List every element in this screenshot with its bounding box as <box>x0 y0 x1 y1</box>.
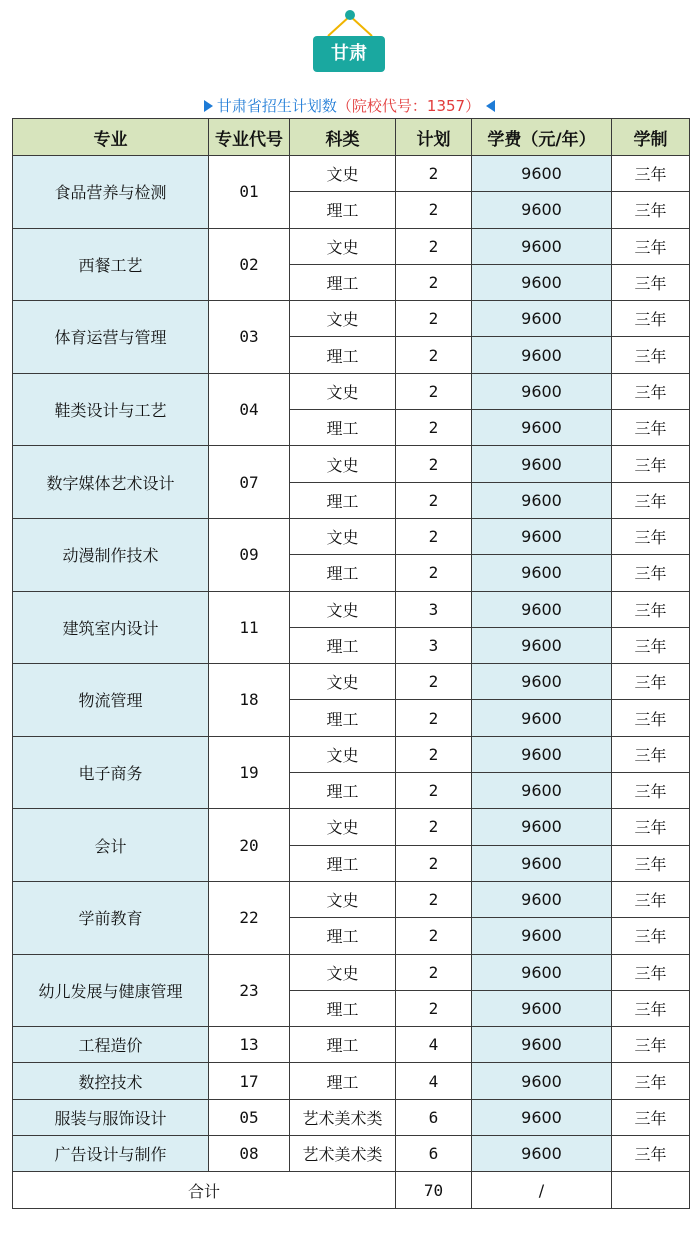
category-cell: 文史 <box>290 301 396 337</box>
years-cell: 三年 <box>612 845 690 881</box>
years-cell: 三年 <box>612 446 690 482</box>
fee-cell: 9600 <box>472 664 612 700</box>
fee-cell: 9600 <box>472 845 612 881</box>
triangle-right-icon <box>204 100 213 112</box>
major-cell: 动漫制作技术 <box>13 518 209 591</box>
major-cell: 学前教育 <box>13 881 209 954</box>
plan-cell: 2 <box>396 664 472 700</box>
fee-cell: 9600 <box>472 373 612 409</box>
plan-cell: 3 <box>396 591 472 627</box>
years-cell: 三年 <box>612 156 690 192</box>
years-cell: 三年 <box>612 918 690 954</box>
years-cell: 三年 <box>612 192 690 228</box>
fee-cell: 9600 <box>472 228 612 264</box>
major-cell: 西餐工艺 <box>13 228 209 301</box>
category-cell: 理工 <box>290 410 396 446</box>
category-cell: 文史 <box>290 954 396 990</box>
major-cell: 数字媒体艺术设计 <box>13 446 209 519</box>
years-cell: 三年 <box>612 228 690 264</box>
major-cell: 电子商务 <box>13 736 209 809</box>
years-cell: 三年 <box>612 1136 690 1172</box>
header-category: 科类 <box>290 119 396 156</box>
plan-cell: 2 <box>396 990 472 1026</box>
table-row <box>13 228 690 264</box>
major-cell: 食品营养与检测 <box>13 156 209 229</box>
years-cell: 三年 <box>612 664 690 700</box>
fee-cell: 9600 <box>472 736 612 772</box>
category-cell: 文史 <box>290 373 396 409</box>
fee-cell: 9600 <box>472 192 612 228</box>
category-cell: 理工 <box>290 482 396 518</box>
code-cell: 05 <box>209 1099 290 1135</box>
table-header-row <box>13 119 690 156</box>
category-cell: 理工 <box>290 918 396 954</box>
major-cell: 建筑室内设计 <box>13 591 209 664</box>
total-fee: / <box>472 1172 612 1209</box>
triangle-left-icon <box>486 100 495 112</box>
category-cell: 理工 <box>290 845 396 881</box>
category-cell: 文史 <box>290 228 396 264</box>
plan-cell: 2 <box>396 918 472 954</box>
code-cell: 20 <box>209 809 290 882</box>
plan-cell: 2 <box>396 228 472 264</box>
code-cell: 17 <box>209 1063 290 1099</box>
fee-cell: 9600 <box>472 700 612 736</box>
title-text: 甘肃省招生计划数 <box>216 97 337 115</box>
code-cell: 18 <box>209 664 290 737</box>
category-cell: 艺术美术类 <box>290 1099 396 1135</box>
category-cell: 理工 <box>290 990 396 1026</box>
category-cell: 文史 <box>290 809 396 845</box>
major-cell: 服装与服饰设计 <box>13 1099 209 1135</box>
category-cell: 理工 <box>290 1027 396 1063</box>
fee-cell: 9600 <box>472 555 612 591</box>
code-cell: 02 <box>209 228 290 301</box>
plan-cell: 2 <box>396 373 472 409</box>
plan-cell: 2 <box>396 301 472 337</box>
years-cell: 三年 <box>612 1063 690 1099</box>
category-cell: 理工 <box>290 555 396 591</box>
years-cell: 三年 <box>612 555 690 591</box>
years-cell: 三年 <box>612 1099 690 1135</box>
plan-cell: 2 <box>396 881 472 917</box>
plan-cell: 2 <box>396 410 472 446</box>
plan-cell: 4 <box>396 1027 472 1063</box>
total-plan: 70 <box>396 1172 472 1209</box>
plan-cell: 2 <box>396 337 472 373</box>
fee-cell: 9600 <box>472 954 612 990</box>
plan-cell: 2 <box>396 192 472 228</box>
years-cell: 三年 <box>612 700 690 736</box>
years-cell: 三年 <box>612 954 690 990</box>
fee-cell: 9600 <box>472 809 612 845</box>
code-cell: 09 <box>209 518 290 591</box>
plan-cell: 2 <box>396 736 472 772</box>
category-cell: 文史 <box>290 446 396 482</box>
fee-cell: 9600 <box>472 410 612 446</box>
plan-cell: 2 <box>396 518 472 554</box>
table-row <box>13 954 690 990</box>
fee-cell: 9600 <box>472 518 612 554</box>
category-cell: 文史 <box>290 518 396 554</box>
years-cell: 三年 <box>612 809 690 845</box>
table-row <box>13 301 690 337</box>
years-cell: 三年 <box>612 736 690 772</box>
category-cell: 理工 <box>290 627 396 663</box>
fee-cell: 9600 <box>472 773 612 809</box>
years-cell: 三年 <box>612 373 690 409</box>
category-cell: 理工 <box>290 700 396 736</box>
years-cell: 三年 <box>612 518 690 554</box>
fee-cell: 9600 <box>472 918 612 954</box>
header-major: 专业 <box>13 119 209 156</box>
major-cell: 数控技术 <box>13 1063 209 1099</box>
category-cell: 文史 <box>290 156 396 192</box>
total-years <box>612 1172 690 1209</box>
fee-cell: 9600 <box>472 990 612 1026</box>
code-cell: 11 <box>209 591 290 664</box>
school-code: （院校代号：1357） <box>336 97 481 115</box>
plan-cell: 6 <box>396 1136 472 1172</box>
years-cell: 三年 <box>612 591 690 627</box>
category-cell: 理工 <box>290 337 396 373</box>
category-cell: 理工 <box>290 1063 396 1099</box>
major-cell: 幼儿发展与健康管理 <box>13 954 209 1027</box>
fee-cell: 9600 <box>472 1136 612 1172</box>
category-cell: 文史 <box>290 664 396 700</box>
category-cell: 文史 <box>290 881 396 917</box>
category-cell: 艺术美术类 <box>290 1136 396 1172</box>
category-cell: 理工 <box>290 264 396 300</box>
code-cell: 13 <box>209 1027 290 1063</box>
plan-cell: 2 <box>396 773 472 809</box>
plan-cell: 2 <box>396 555 472 591</box>
category-cell: 理工 <box>290 773 396 809</box>
fee-cell: 9600 <box>472 881 612 917</box>
years-cell: 三年 <box>612 337 690 373</box>
badge-label: 甘肃 <box>313 36 385 72</box>
code-cell: 01 <box>209 156 290 229</box>
badge-hanger-icon <box>310 8 390 38</box>
major-cell: 体育运营与管理 <box>13 301 209 374</box>
plan-cell: 2 <box>396 845 472 881</box>
plan-cell: 6 <box>396 1099 472 1135</box>
code-cell: 04 <box>209 373 290 446</box>
table-row <box>13 156 690 192</box>
plan-cell: 3 <box>396 627 472 663</box>
fee-cell: 9600 <box>472 482 612 518</box>
category-cell: 理工 <box>290 192 396 228</box>
total-row <box>13 1172 690 1209</box>
plan-cell: 2 <box>396 482 472 518</box>
enrollment-table <box>12 118 690 1209</box>
table-row <box>13 1027 690 1063</box>
years-cell: 三年 <box>612 627 690 663</box>
years-cell: 三年 <box>612 301 690 337</box>
category-cell: 文史 <box>290 591 396 627</box>
table-row <box>13 518 690 554</box>
table-row <box>13 1063 690 1099</box>
header-plan: 计划 <box>396 119 472 156</box>
table-row <box>13 736 690 772</box>
plan-cell: 2 <box>396 156 472 192</box>
table-row <box>13 373 690 409</box>
table-row <box>13 881 690 917</box>
plan-cell: 2 <box>396 446 472 482</box>
region-badge <box>310 8 390 66</box>
major-cell: 广告设计与制作 <box>13 1136 209 1172</box>
years-cell: 三年 <box>612 990 690 1026</box>
fee-cell: 9600 <box>472 337 612 373</box>
fee-cell: 9600 <box>472 446 612 482</box>
years-cell: 三年 <box>612 773 690 809</box>
table-title <box>0 96 699 116</box>
plan-cell: 2 <box>396 264 472 300</box>
major-cell: 鞋类设计与工艺 <box>13 373 209 446</box>
table-row <box>13 1099 690 1135</box>
fee-cell: 9600 <box>472 591 612 627</box>
code-cell: 22 <box>209 881 290 954</box>
header-code: 专业代号 <box>209 119 290 156</box>
fee-cell: 9600 <box>472 1099 612 1135</box>
plan-cell: 4 <box>396 1063 472 1099</box>
years-cell: 三年 <box>612 482 690 518</box>
table-row <box>13 664 690 700</box>
years-cell: 三年 <box>612 1027 690 1063</box>
fee-cell: 9600 <box>472 1063 612 1099</box>
header-fee: 学费（元/年） <box>472 119 612 156</box>
fee-cell: 9600 <box>472 264 612 300</box>
major-cell: 会计 <box>13 809 209 882</box>
header-years: 学制 <box>612 119 690 156</box>
table-row <box>13 1136 690 1172</box>
major-cell: 物流管理 <box>13 664 209 737</box>
code-cell: 23 <box>209 954 290 1027</box>
table-row <box>13 446 690 482</box>
fee-cell: 9600 <box>472 156 612 192</box>
table-row <box>13 809 690 845</box>
years-cell: 三年 <box>612 881 690 917</box>
plan-cell: 2 <box>396 809 472 845</box>
fee-cell: 9600 <box>472 627 612 663</box>
years-cell: 三年 <box>612 410 690 446</box>
total-label: 合计 <box>13 1172 396 1209</box>
plan-cell: 2 <box>396 954 472 990</box>
fee-cell: 9600 <box>472 301 612 337</box>
code-cell: 03 <box>209 301 290 374</box>
code-cell: 08 <box>209 1136 290 1172</box>
category-cell: 文史 <box>290 736 396 772</box>
major-cell: 工程造价 <box>13 1027 209 1063</box>
fee-cell: 9600 <box>472 1027 612 1063</box>
table-row <box>13 591 690 627</box>
code-cell: 19 <box>209 736 290 809</box>
plan-cell: 2 <box>396 700 472 736</box>
code-cell: 07 <box>209 446 290 519</box>
years-cell: 三年 <box>612 264 690 300</box>
